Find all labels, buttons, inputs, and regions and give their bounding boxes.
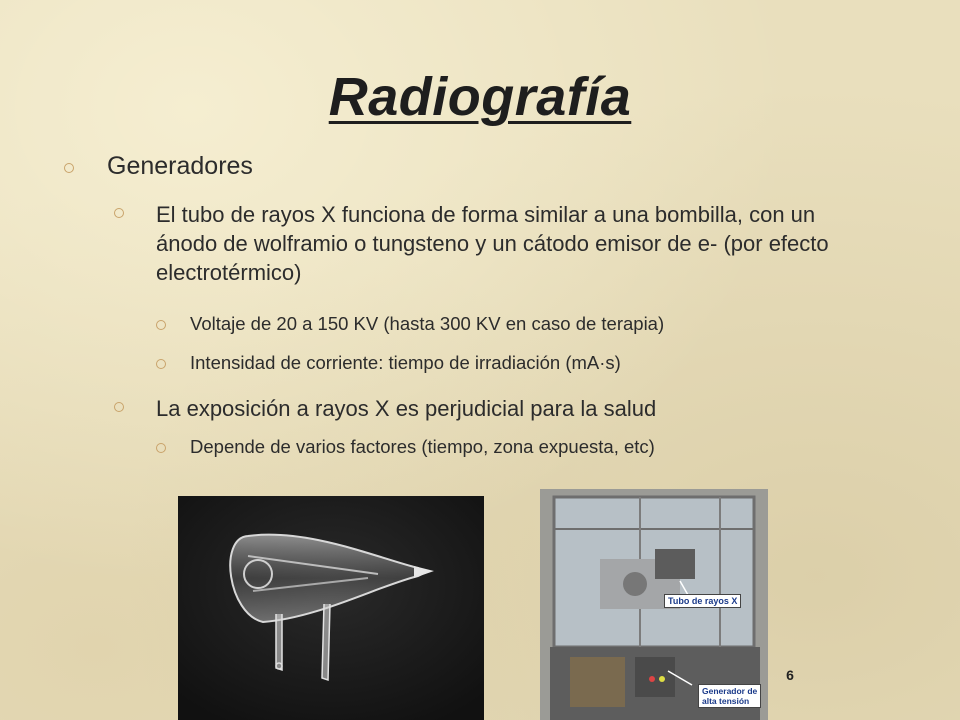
bullet-ring-icon	[64, 163, 74, 173]
xray-tube-illustration	[178, 496, 484, 720]
xray-tube-photo	[178, 496, 484, 720]
bullet-text: Intensidad de corriente: tiempo de irradiación (mA·s)	[190, 352, 621, 373]
xray-generator-photo	[540, 489, 768, 720]
bullet-voltaje	[156, 313, 896, 335]
bullet-tubo-rayos	[114, 200, 854, 287]
bullet-text: Voltaje de 20 a 150 KV (hasta 300 KV en caso de terapia)	[190, 313, 665, 334]
label-generator-line2: alta tensión	[702, 696, 750, 706]
label-generator	[698, 684, 761, 708]
bullet-intensidad	[156, 352, 896, 374]
bullet-text: El tubo de rayos X funciona de forma similar a una bombilla, con un ánodo de wolframio o tungsteno y un cátodo emisor de e- (por efecto electrotérmico)	[156, 202, 829, 285]
bullet-factores	[156, 436, 916, 458]
label-generator-line1: Generador de	[702, 686, 758, 696]
bullet-text: La exposición a rayos X es perjudicial para la salud	[156, 396, 657, 421]
label-tube: Tubo de rayos X	[664, 594, 741, 608]
page-number: 6	[786, 667, 794, 683]
bullet-text: Generadores	[107, 152, 253, 180]
bullet-ring-icon	[114, 402, 124, 412]
bullet-ring-icon	[156, 320, 166, 330]
bullet-exposicion	[114, 394, 874, 423]
slide-title: Radiografía	[328, 67, 632, 127]
bullet-ring-icon	[114, 208, 124, 218]
bullet-generadores	[64, 152, 884, 181]
bullet-ring-icon	[156, 443, 166, 453]
bullet-ring-icon	[156, 359, 166, 369]
bullet-text: Depende de varios factores (tiempo, zona expuesta, etc)	[190, 436, 655, 457]
